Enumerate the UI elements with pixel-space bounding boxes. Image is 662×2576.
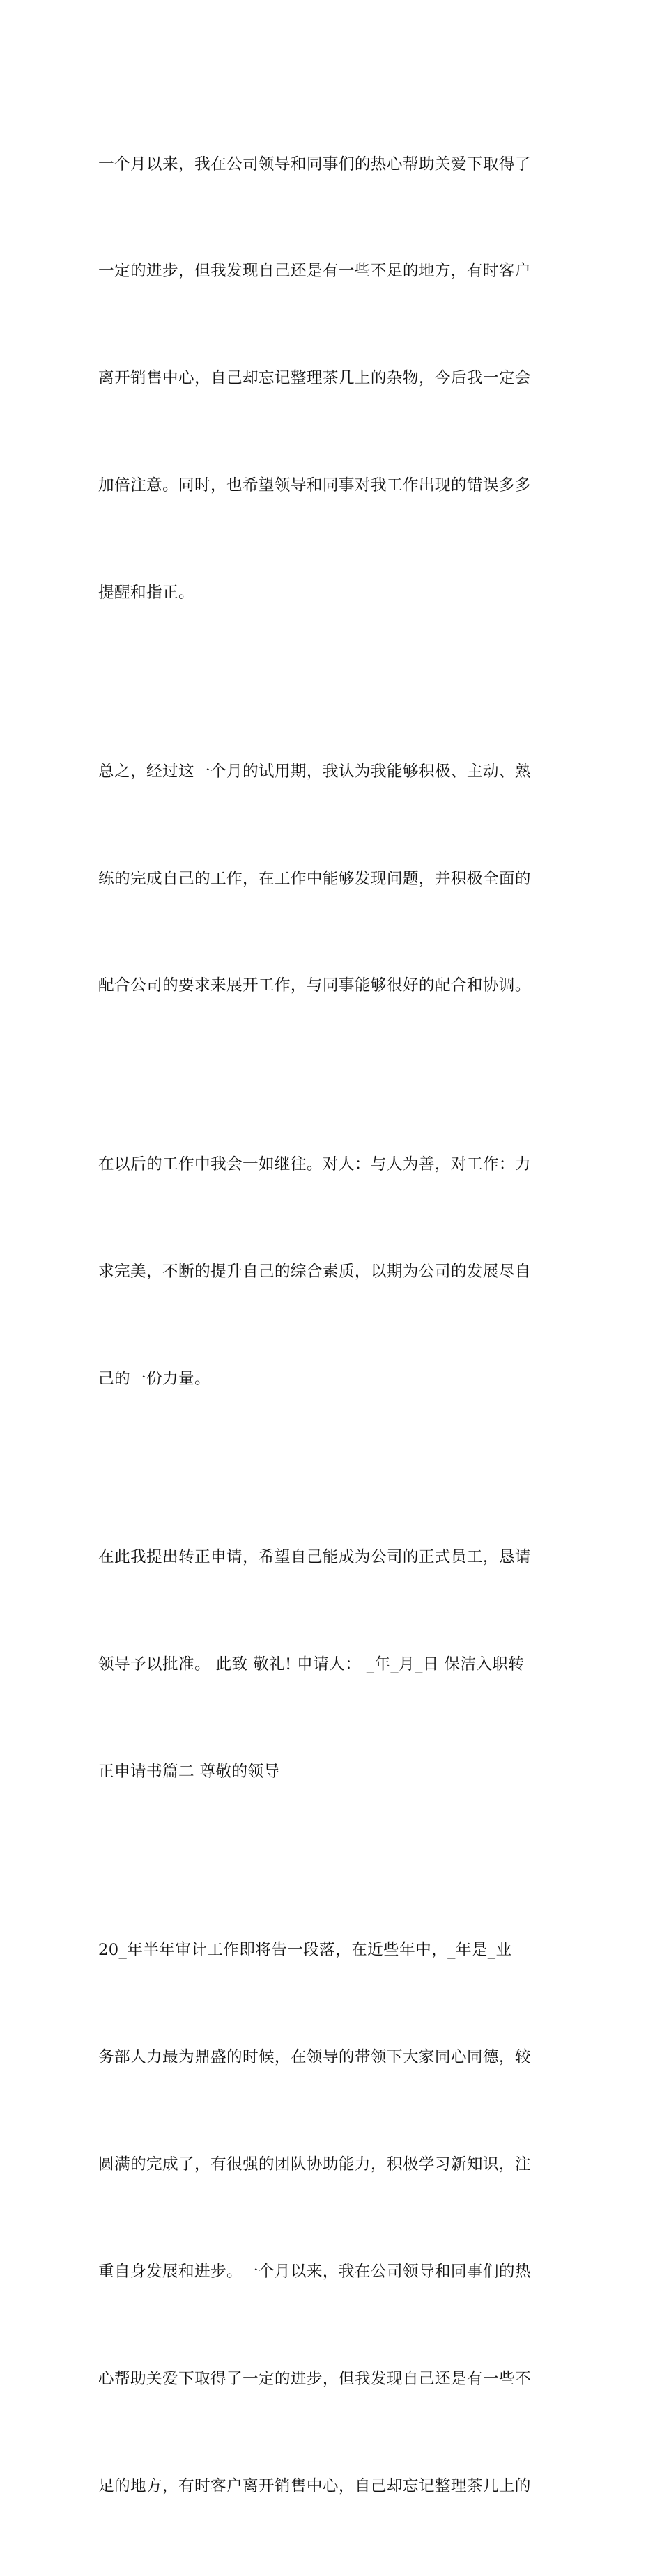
text-line: 己的一份力量。 <box>98 1369 210 1388</box>
text-line: 圆满的完成了，有很强的团队协助能力，积极学习新知识，注 <box>98 2155 531 2174</box>
text-line: 一个月以来，我在公司领导和同事们的热心帮助关爱下取得了 <box>98 155 531 173</box>
text-line: 务部人力最为鼎盛的时候，在领导的带领下大家同心同德，较 <box>98 2048 531 2067</box>
text-line: 练的完成自己的工作，在工作中能够发现问题，并积极全面的 <box>98 869 531 888</box>
text-line: 正申请书篇二 尊敬的领导 <box>98 1762 280 1781</box>
text-line: 20_年半年审计工作即将告一段落，在近些年中，_年是_业 <box>98 1941 512 1960</box>
document-body <box>98 75 567 2576</box>
text-line: 一定的进步，但我发现自己还是有一些不足的地方，有时客户 <box>98 262 531 281</box>
text-line: 加倍注意。同时，也希望领导和同事对我工作出现的错误多多 <box>98 476 531 495</box>
text-line: 领导予以批准。 此致 敬礼! 申请人： _年_月_日 保洁入职转 <box>98 1655 525 1674</box>
text-line: 在以后的工作中我会一如继往。对人：与人为善，对工作：力 <box>98 1155 531 1173</box>
text-line: 求完美，不断的提升自己的综合素质，以期为公司的发展尽自 <box>98 1262 531 1281</box>
paragraph-2 <box>98 682 567 1075</box>
paragraph-4 <box>98 1469 567 1861</box>
text-line: 重自身发展和进步。一个月以来，我在公司领导和同事们的热 <box>98 2263 531 2281</box>
paragraph-5 <box>98 1861 567 2576</box>
text-line: 在此我提出转正申请，希望自己能成为公司的正式员工，恳请 <box>98 1548 531 1567</box>
text-line: 心帮助关爱下取得了一定的进步，但我发现自己还是有一些不 <box>98 2370 531 2388</box>
paragraph-1 <box>98 75 567 682</box>
paragraph-3 <box>98 1075 567 1468</box>
text-line: 离开销售中心，自己却忘记整理茶几上的杂物，今后我一定会 <box>98 369 531 388</box>
text-line: 足的地方，有时客户离开销售中心，自己却忘记整理茶几上的 <box>98 2476 531 2495</box>
text-line: 总之，经过这一个月的试用期，我认为我能够积极、主动、熟 <box>98 762 531 781</box>
text-line: 提醒和指正。 <box>98 584 194 602</box>
text-line: 配合公司的要求来展开工作，与同事能够很好的配合和协调。 <box>98 976 531 995</box>
